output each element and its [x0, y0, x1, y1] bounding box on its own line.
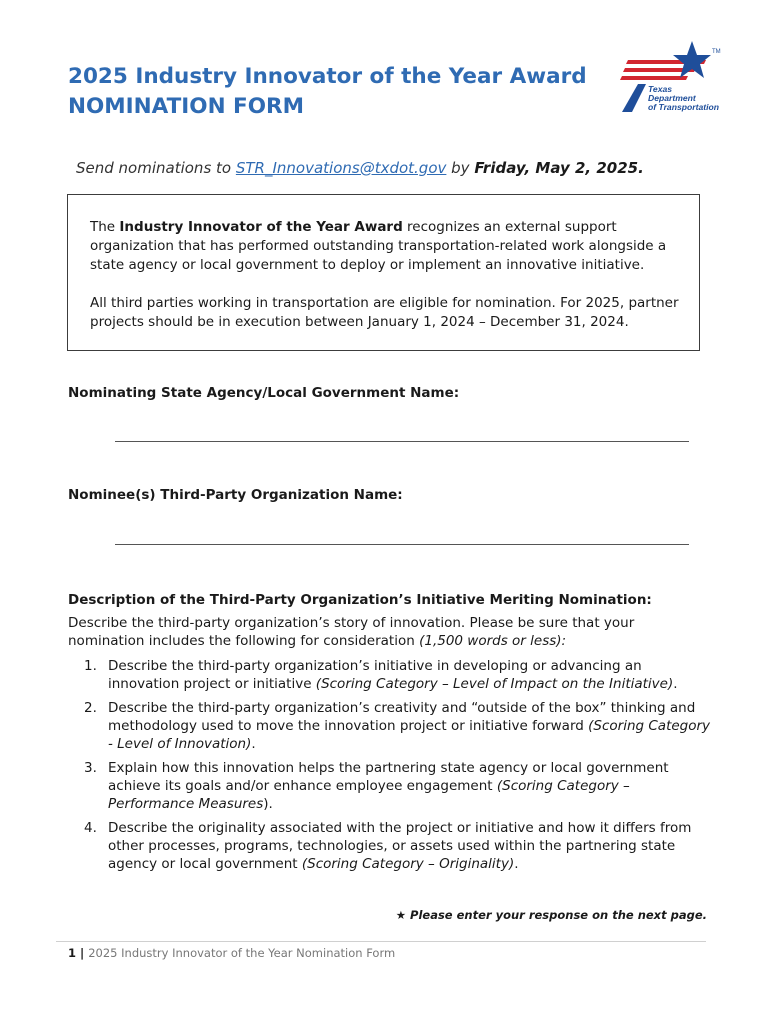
page-footer [68, 946, 395, 960]
footer-separator: | [76, 946, 89, 960]
list-item [84, 759, 714, 813]
award-description-p2: All third parties working in transportation are eligible for nomination. For 2025, partner projects should be in execution between January 1, 2024 – December 31, 2024. [90, 295, 679, 330]
logo-text-department: Department [648, 93, 696, 103]
logo-star-icon [673, 41, 711, 78]
logo-text-transportation: of Transportation [648, 102, 719, 112]
list-item-number: 1. [84, 658, 97, 674]
send-middle: by [446, 159, 475, 177]
description-heading: Description of the Third-Party Organization’s Initiative Meriting Nomination: [68, 592, 652, 608]
next-page-note-text: Please enter your response on the next page. [410, 908, 707, 922]
footer-divider [56, 941, 706, 942]
award-description-p1 [90, 218, 679, 275]
description-intro [68, 614, 708, 650]
page-number: 1 [68, 946, 77, 960]
list-item [84, 819, 714, 873]
list-item-number: 3. [84, 760, 97, 776]
intro-text: Describe the third-party organization’s story of innovation. Please be sure that your nomination includes the following for consideration [68, 615, 635, 649]
agency-name-field-line[interactable] [115, 441, 689, 442]
next-page-note [396, 908, 707, 922]
award-description-box [67, 194, 700, 351]
agency-name-label: Nominating State Agency/Local Government Name: [68, 385, 460, 401]
logo-tm: TM [712, 49, 721, 55]
list-item [84, 657, 714, 693]
send-instructions [76, 159, 644, 177]
deadline-text: Friday, May 2, 2025. [474, 159, 644, 177]
email-link[interactable]: STR_Innovations@txdot.gov [235, 159, 447, 177]
logo-swoosh [622, 84, 646, 112]
nominee-name-label: Nominee(s) Third-Party Organization Name: [68, 487, 403, 503]
txdot-logo [618, 38, 728, 114]
p1-prefix: The [90, 219, 120, 235]
send-prefix: Send nominations to [76, 159, 236, 177]
logo-text-texas: Texas [648, 84, 673, 94]
criteria-list [84, 657, 714, 879]
intro-word-limit: (1,500 words or less): [419, 633, 567, 649]
list-item-text: Describe the third-party organization’s creativity and “outside of the box” thinking and methodology used to move the innovation project or initiative forward (Scoring Category - Level of Innovation). [108, 700, 711, 752]
list-item [84, 699, 714, 753]
form-title [68, 62, 587, 122]
logo-stripe-3 [620, 76, 688, 80]
p1-rest: recognizes an external support organization that has performed outstanding transportation-related work alongside a state agency or local government to deploy or implement an innovative initiative. [90, 219, 667, 273]
list-item-text: Explain how this innovation helps the partnering state agency or local government achieve its goals and/or enhance employee engagement (Scoring Category – Performance Measures). [108, 760, 669, 812]
list-item-text: Describe the originality associated with the project or initiative and how it differs from other processes, programs, technologies, or assets used within the partnering state agency or local government (Scoring Category – Originality). [108, 820, 692, 872]
title-line-1: 2025 Industry Innovator of the Year Award [68, 64, 587, 89]
star-icon: ★ [395, 908, 407, 922]
award-name: Industry Innovator of the Year Award [119, 219, 403, 235]
list-item-text: Describe the third-party organization’s initiative in developing or advancing an innovation project or initiative (Scoring Category – Level of Impact on the Initiative). [108, 658, 678, 692]
footer-text: 2025 Industry Innovator of the Year Nomination Form [88, 946, 396, 960]
list-item-number: 2. [84, 700, 97, 716]
nominee-name-field-line[interactable] [115, 544, 689, 545]
list-item-number: 4. [84, 820, 97, 836]
title-line-2: NOMINATION FORM [68, 94, 304, 119]
